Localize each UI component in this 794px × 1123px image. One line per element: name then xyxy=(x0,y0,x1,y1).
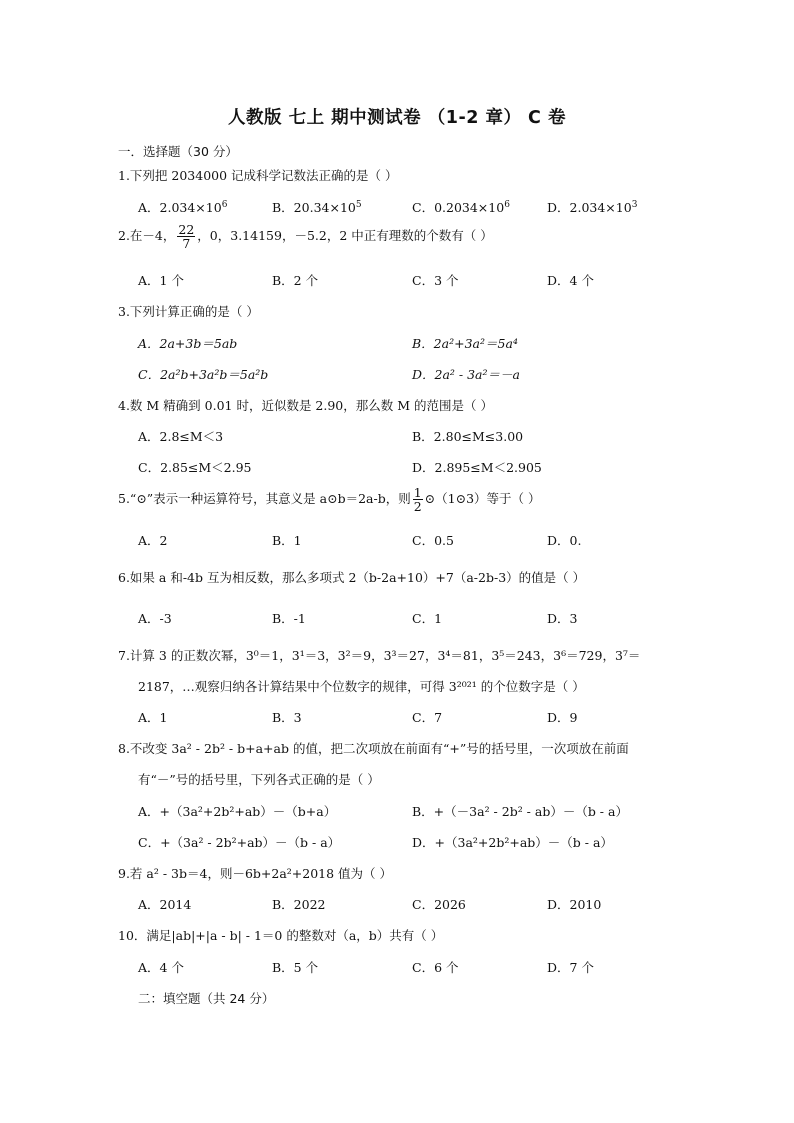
question-2: 2.在－4， $\frac{22}{7}$ ，0，3.14159，－5.2，2 中正有理数的个数有（ ） xyxy=(118,222,493,252)
q5-option-d: D．0. xyxy=(547,533,582,548)
question-4: 4.数 M 精确到 0.01 时，近似数是 2.90，那么数 M 的范围是（ ） xyxy=(118,398,493,413)
q8-option-d: D．+（3a²+2b²+ab）－（b - a） xyxy=(412,835,613,850)
q4-option-a: A．2.8≤M＜3 xyxy=(138,429,224,444)
q3-option-a: A．2a+3b＝5ab xyxy=(138,336,238,351)
q3-option-d: D．2a² - 3a²＝－a xyxy=(412,367,520,382)
q1-option-c: C．$0.2034\times 10^6$ xyxy=(412,200,510,215)
q10-option-c: C．6 个 xyxy=(412,960,459,975)
fraction-1-2: $\frac{1}{2}$ xyxy=(413,485,422,515)
q4-option-d: D．2.895≤M＜2.905 xyxy=(412,460,542,475)
q6-option-b: B．-1 xyxy=(272,611,306,626)
q2-option-d: D．4 个 xyxy=(547,273,594,288)
q3-option-b: B．2a²+3a²＝5a⁴ xyxy=(412,336,518,351)
question-8-line-1: 8.不改变 3a² - 2b² - b+a+ab 的值，把二次项放在前面有“+”号的括号里，一次项放在前面 xyxy=(118,741,629,756)
question-7-line-2: 2187，…观察归纳各计算结果中个位数字的规律，可得 3²⁰²¹ 的个位数字是（ ） xyxy=(138,679,585,694)
section-choice-heading: 一．选择题（30 分） xyxy=(118,144,238,159)
q1-option-b: B．$20.34\times 10^5$ xyxy=(272,200,362,215)
question-9: 9.若 a² - 3b＝4，则－6b+2a²+2018 值为（ ） xyxy=(118,866,393,881)
q2-option-b: B．2 个 xyxy=(272,273,319,288)
q9-option-b: B．2022 xyxy=(272,897,326,912)
q10-option-a: A．4 个 xyxy=(138,960,184,975)
q8-option-b: B．+（－3a² - 2b² - ab）－（b - a） xyxy=(412,804,628,819)
question-5: 5.“⊙”表示一种运算符号，其意义是 a⊙b＝2a-b，则 $\frac{1}{2}$ ⊙（1⊙3）等于（ ） xyxy=(118,485,541,515)
q2-option-a: A．1 个 xyxy=(138,273,184,288)
q1-option-a: A．$2.034\times 10^6$ xyxy=(138,200,228,215)
q7-option-d: D．9 xyxy=(547,710,578,725)
question-3: 3.下列计算正确的是（ ） xyxy=(118,304,259,319)
question-7-line-1: 7.计算 3 的正数次幂，3⁰＝1，3¹＝3，3²＝9，3³＝27，3⁴＝81，3⁵＝243，3⁶＝729，3⁷＝ xyxy=(118,648,641,663)
question-8-line-2: 有“－”号的括号里，下列各式正确的是（ ） xyxy=(138,772,380,787)
q6-option-a: A．-3 xyxy=(138,611,172,626)
q5-option-a: A．2 xyxy=(138,533,168,548)
section-fill-heading: 二：填空题（共 24 分） xyxy=(138,991,275,1006)
q10-option-b: B．5 个 xyxy=(272,960,319,975)
q4-option-b: B．2.80≤M≤3.00 xyxy=(412,429,524,444)
q10-option-d: D．7 个 xyxy=(547,960,594,975)
q1-option-d: D．$2.034\times 10^3$ xyxy=(547,200,638,215)
q5-option-c: C．0.5 xyxy=(412,533,454,548)
q3-option-c: C．2a²b+3a²b＝5a²b xyxy=(138,367,269,382)
q8-option-a: A．+（3a²+2b²+ab）－（b+a） xyxy=(138,804,337,819)
question-6: 6.如果 a 和-4b 互为相反数，那么多项式 2（b-2a+10）+7（a-2b-3）的值是（ ） xyxy=(118,570,586,585)
question-10: 10．满足|ab|+|a - b| - 1＝0 的整数对（a，b）共有（ ） xyxy=(118,928,444,943)
q8-option-c: C．+（3a² - 2b²+ab）－（b - a） xyxy=(138,835,341,850)
q7-option-b: B．3 xyxy=(272,710,302,725)
q7-option-c: C．7 xyxy=(412,710,443,725)
q4-option-c: C．2.85≤M＜2.95 xyxy=(138,460,252,475)
q9-option-a: A．2014 xyxy=(138,897,192,912)
q2-option-c: C．3 个 xyxy=(412,273,459,288)
fraction-22-7: $\frac{22}{7}$ xyxy=(178,222,195,252)
q9-option-c: C．2026 xyxy=(412,897,466,912)
question-1: 1.下列把 2034000 记成科学记数法正确的是（ ） xyxy=(118,168,398,183)
q5-option-b: B．1 xyxy=(272,533,302,548)
page-title: 人教版 七上 期中测试卷 （1-2 章） C 卷 xyxy=(227,108,566,128)
q6-option-d: D．3 xyxy=(547,611,578,626)
q9-option-d: D．2010 xyxy=(547,897,602,912)
q6-option-c: C．1 xyxy=(412,611,443,626)
q7-option-a: A．1 xyxy=(138,710,168,725)
